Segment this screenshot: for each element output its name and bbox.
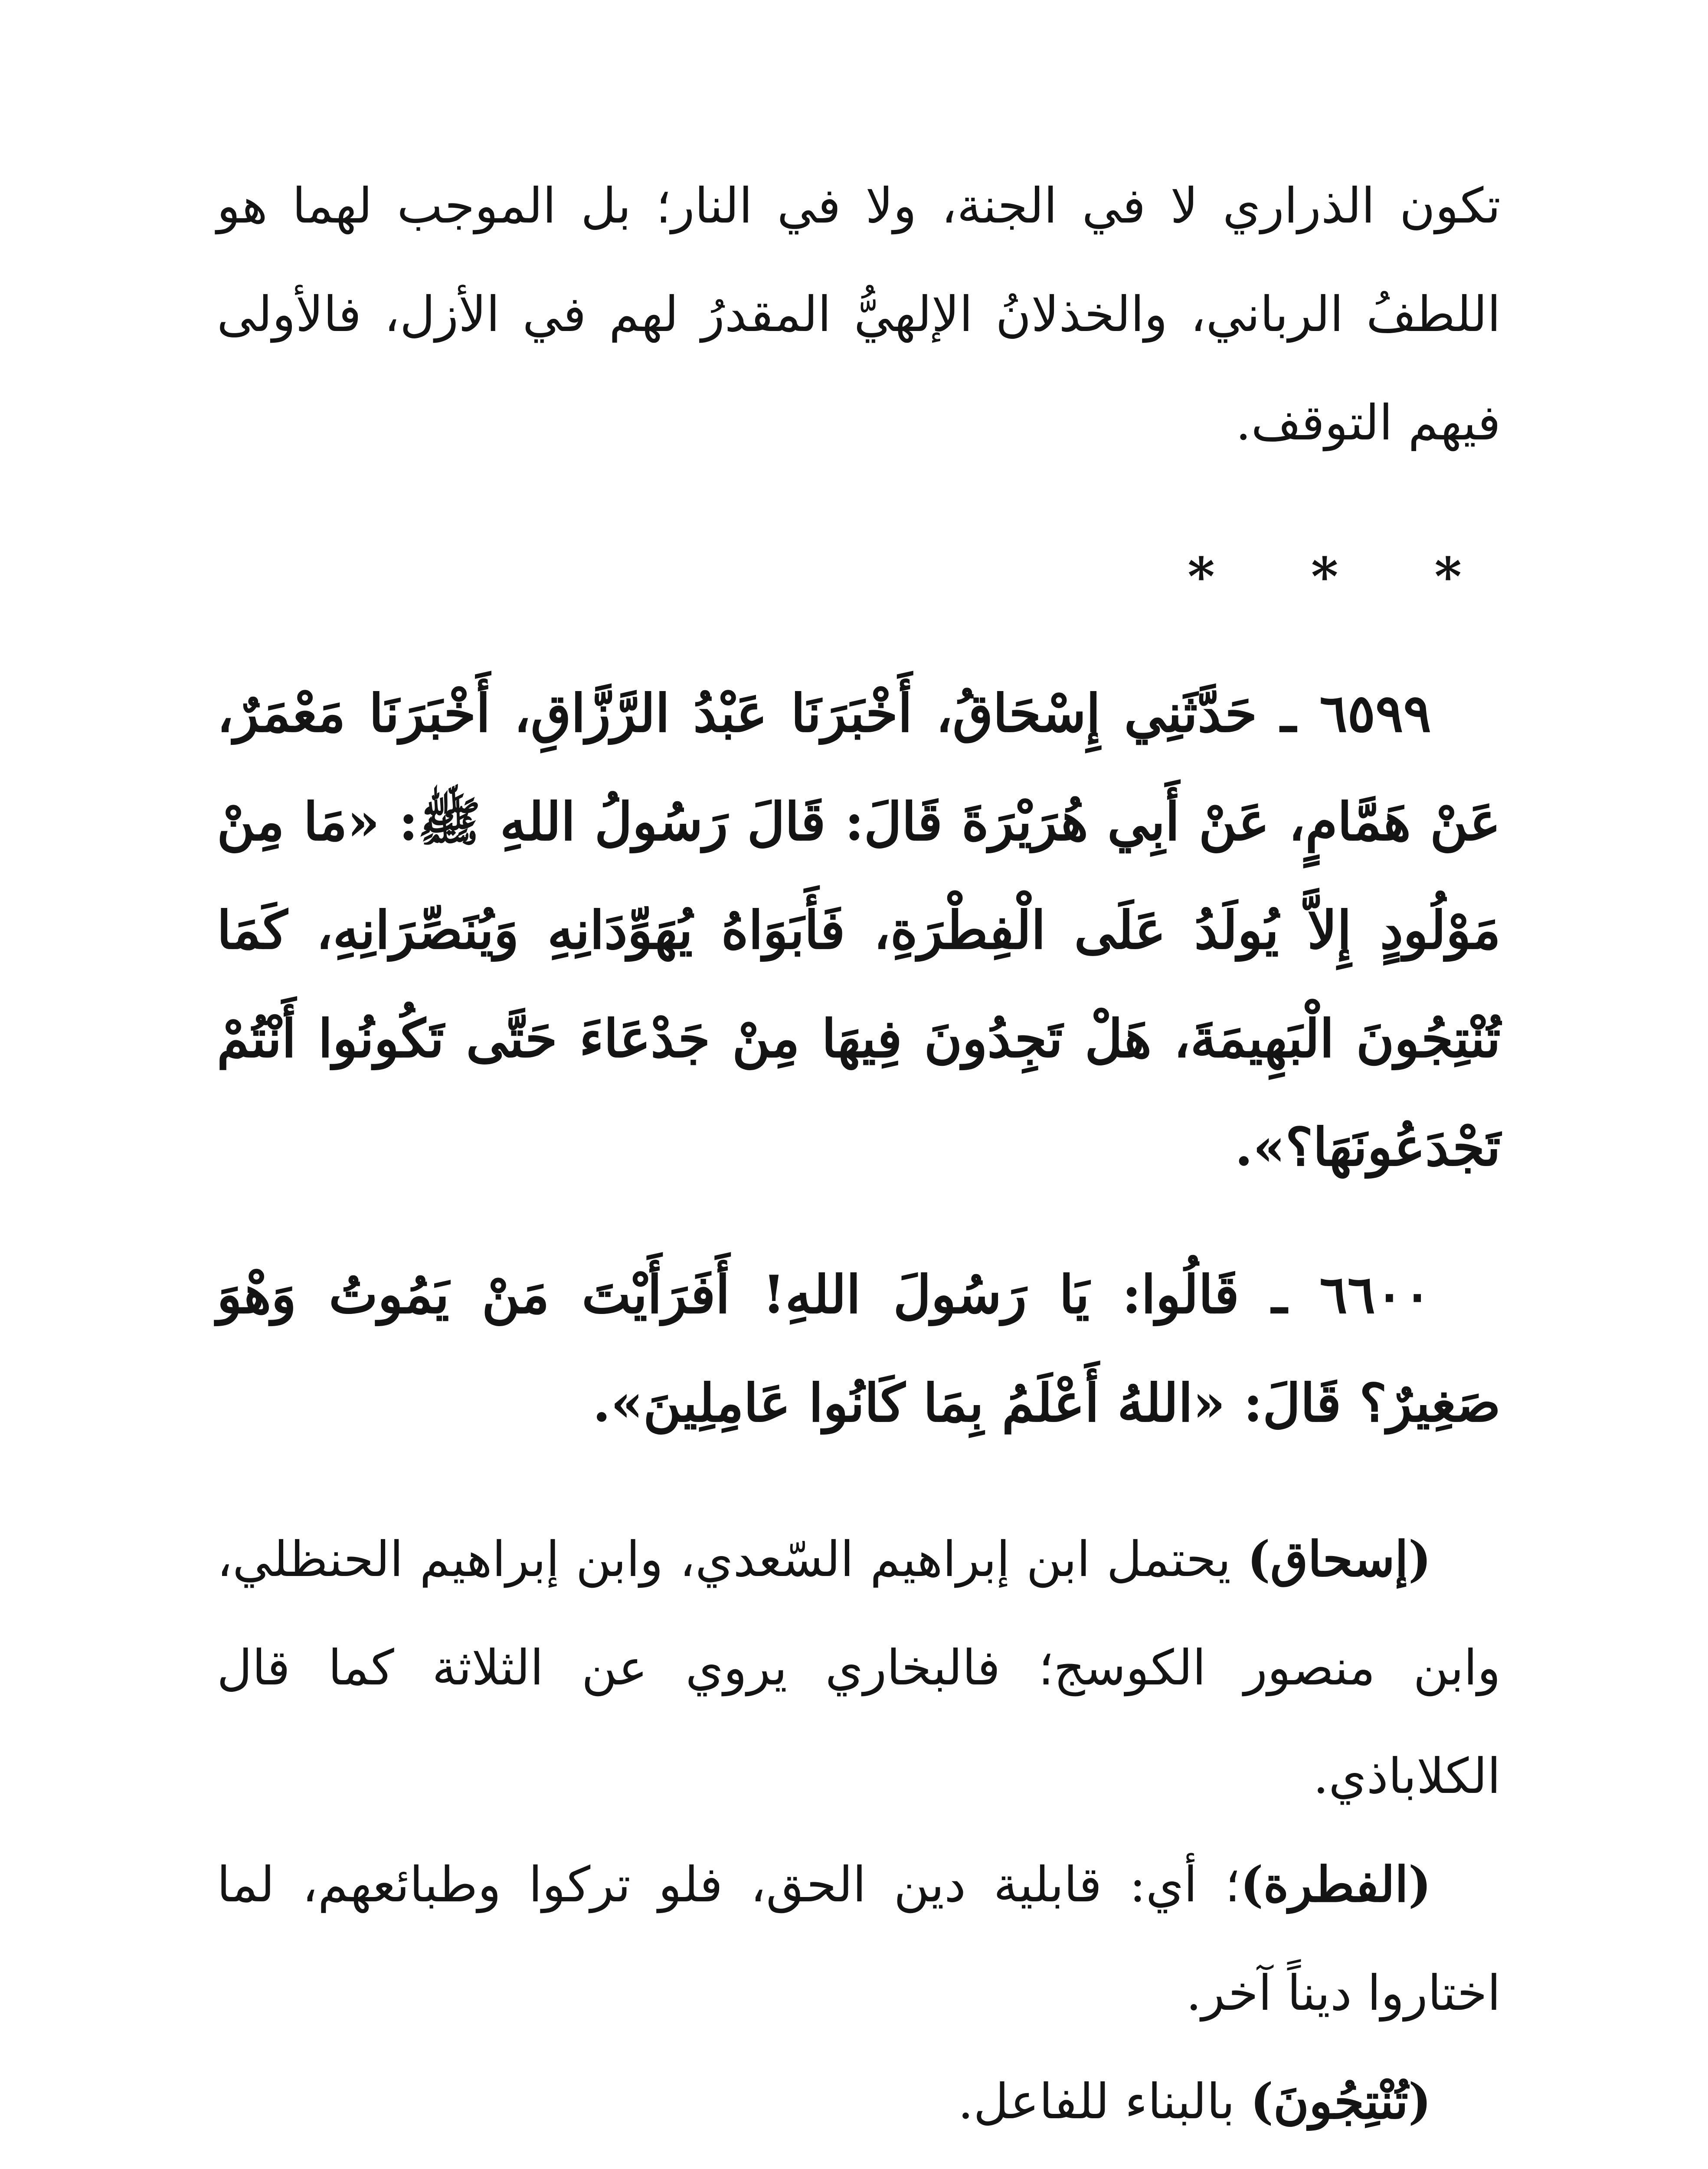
commentary-tuntijun	[217, 2048, 1501, 2156]
page-body	[217, 152, 1501, 2169]
hadith-6600: ٦٦٠٠ ـ قَالُوا: يَا رَسُولَ اللهِ! أَفَرَأَيْتَ مَنْ يَمُوتُ وَهْوَ صَغِيرٌ؟ قَالَ: «اللهُ أَعْلَمُ بِمَا كَانُوا عَامِلِينَ».	[217, 1264, 1501, 1434]
intro-paragraph: تكون الذراري لا في الجنة، ولا في النار؛ بل الموجب لهما هو اللطفُ الرباني، والخذلانُ الإلهيُّ المقدرُ لهم في الأزل، فالأولى فيهم التوقف.	[217, 178, 1501, 451]
commentary-text: ؛ أي: قابلية دين الحق، فلو تركوا وطبائعهم، لما اختاروا ديناً آخر.	[217, 1857, 1501, 2022]
commentary-term: (الفطرة)	[1240, 1856, 1431, 1913]
commentary-text: يحتمل ابن إبراهيم السّعدي، وابن إبراهيم الحنظلي، وابن منصور الكوسج؛ فالبخاري يروي عن الثلاثة كما قال الكلاباذي.	[217, 1531, 1501, 1805]
commentary-term: (إسحاق)	[1247, 1531, 1431, 1588]
commentary-term: (تُنْتِجُونَ)	[1250, 2073, 1431, 2130]
commentary-text: بالبناء للفاعل.	[958, 2074, 1250, 2130]
commentary-fitra	[217, 1831, 1501, 2048]
hadith-6599: ٦٥٩٩ ـ حَدَّثَنِي إِسْحَاقُ، أَخْبَرَنَا عَبْدُ الرَّزَّاقِ، أَخْبَرَنَا مَعْمَرٌ، عَنْ هَمَّامٍ، عَنْ أَبِي هُرَيْرَةَ قَالَ: قَالَ رَسُولُ اللهِ ﷺ: «مَا مِنْ مَوْلُودٍ إِلاَّ يُولَدُ عَلَى الْفِطْرَةِ، فَأَبَوَاهُ يُهَوِّدَانِهِ وَيُنَصِّرَانِهِ، كَمَا تُنْتِجُونَ الْبَهِيمَةَ، هَلْ تَجِدُونَ فِيهَا مِنْ جَدْعَاءَ حَتَّى تَكُونُوا أَنْتُمْ تَجْدَعُونَهَا؟».	[217, 683, 1501, 1178]
commentary	[217, 1505, 1501, 2169]
commentary-ishaq	[217, 1505, 1501, 1831]
section-divider: * * *	[1188, 546, 1501, 607]
commentary-jadaa	[217, 2156, 1501, 2169]
